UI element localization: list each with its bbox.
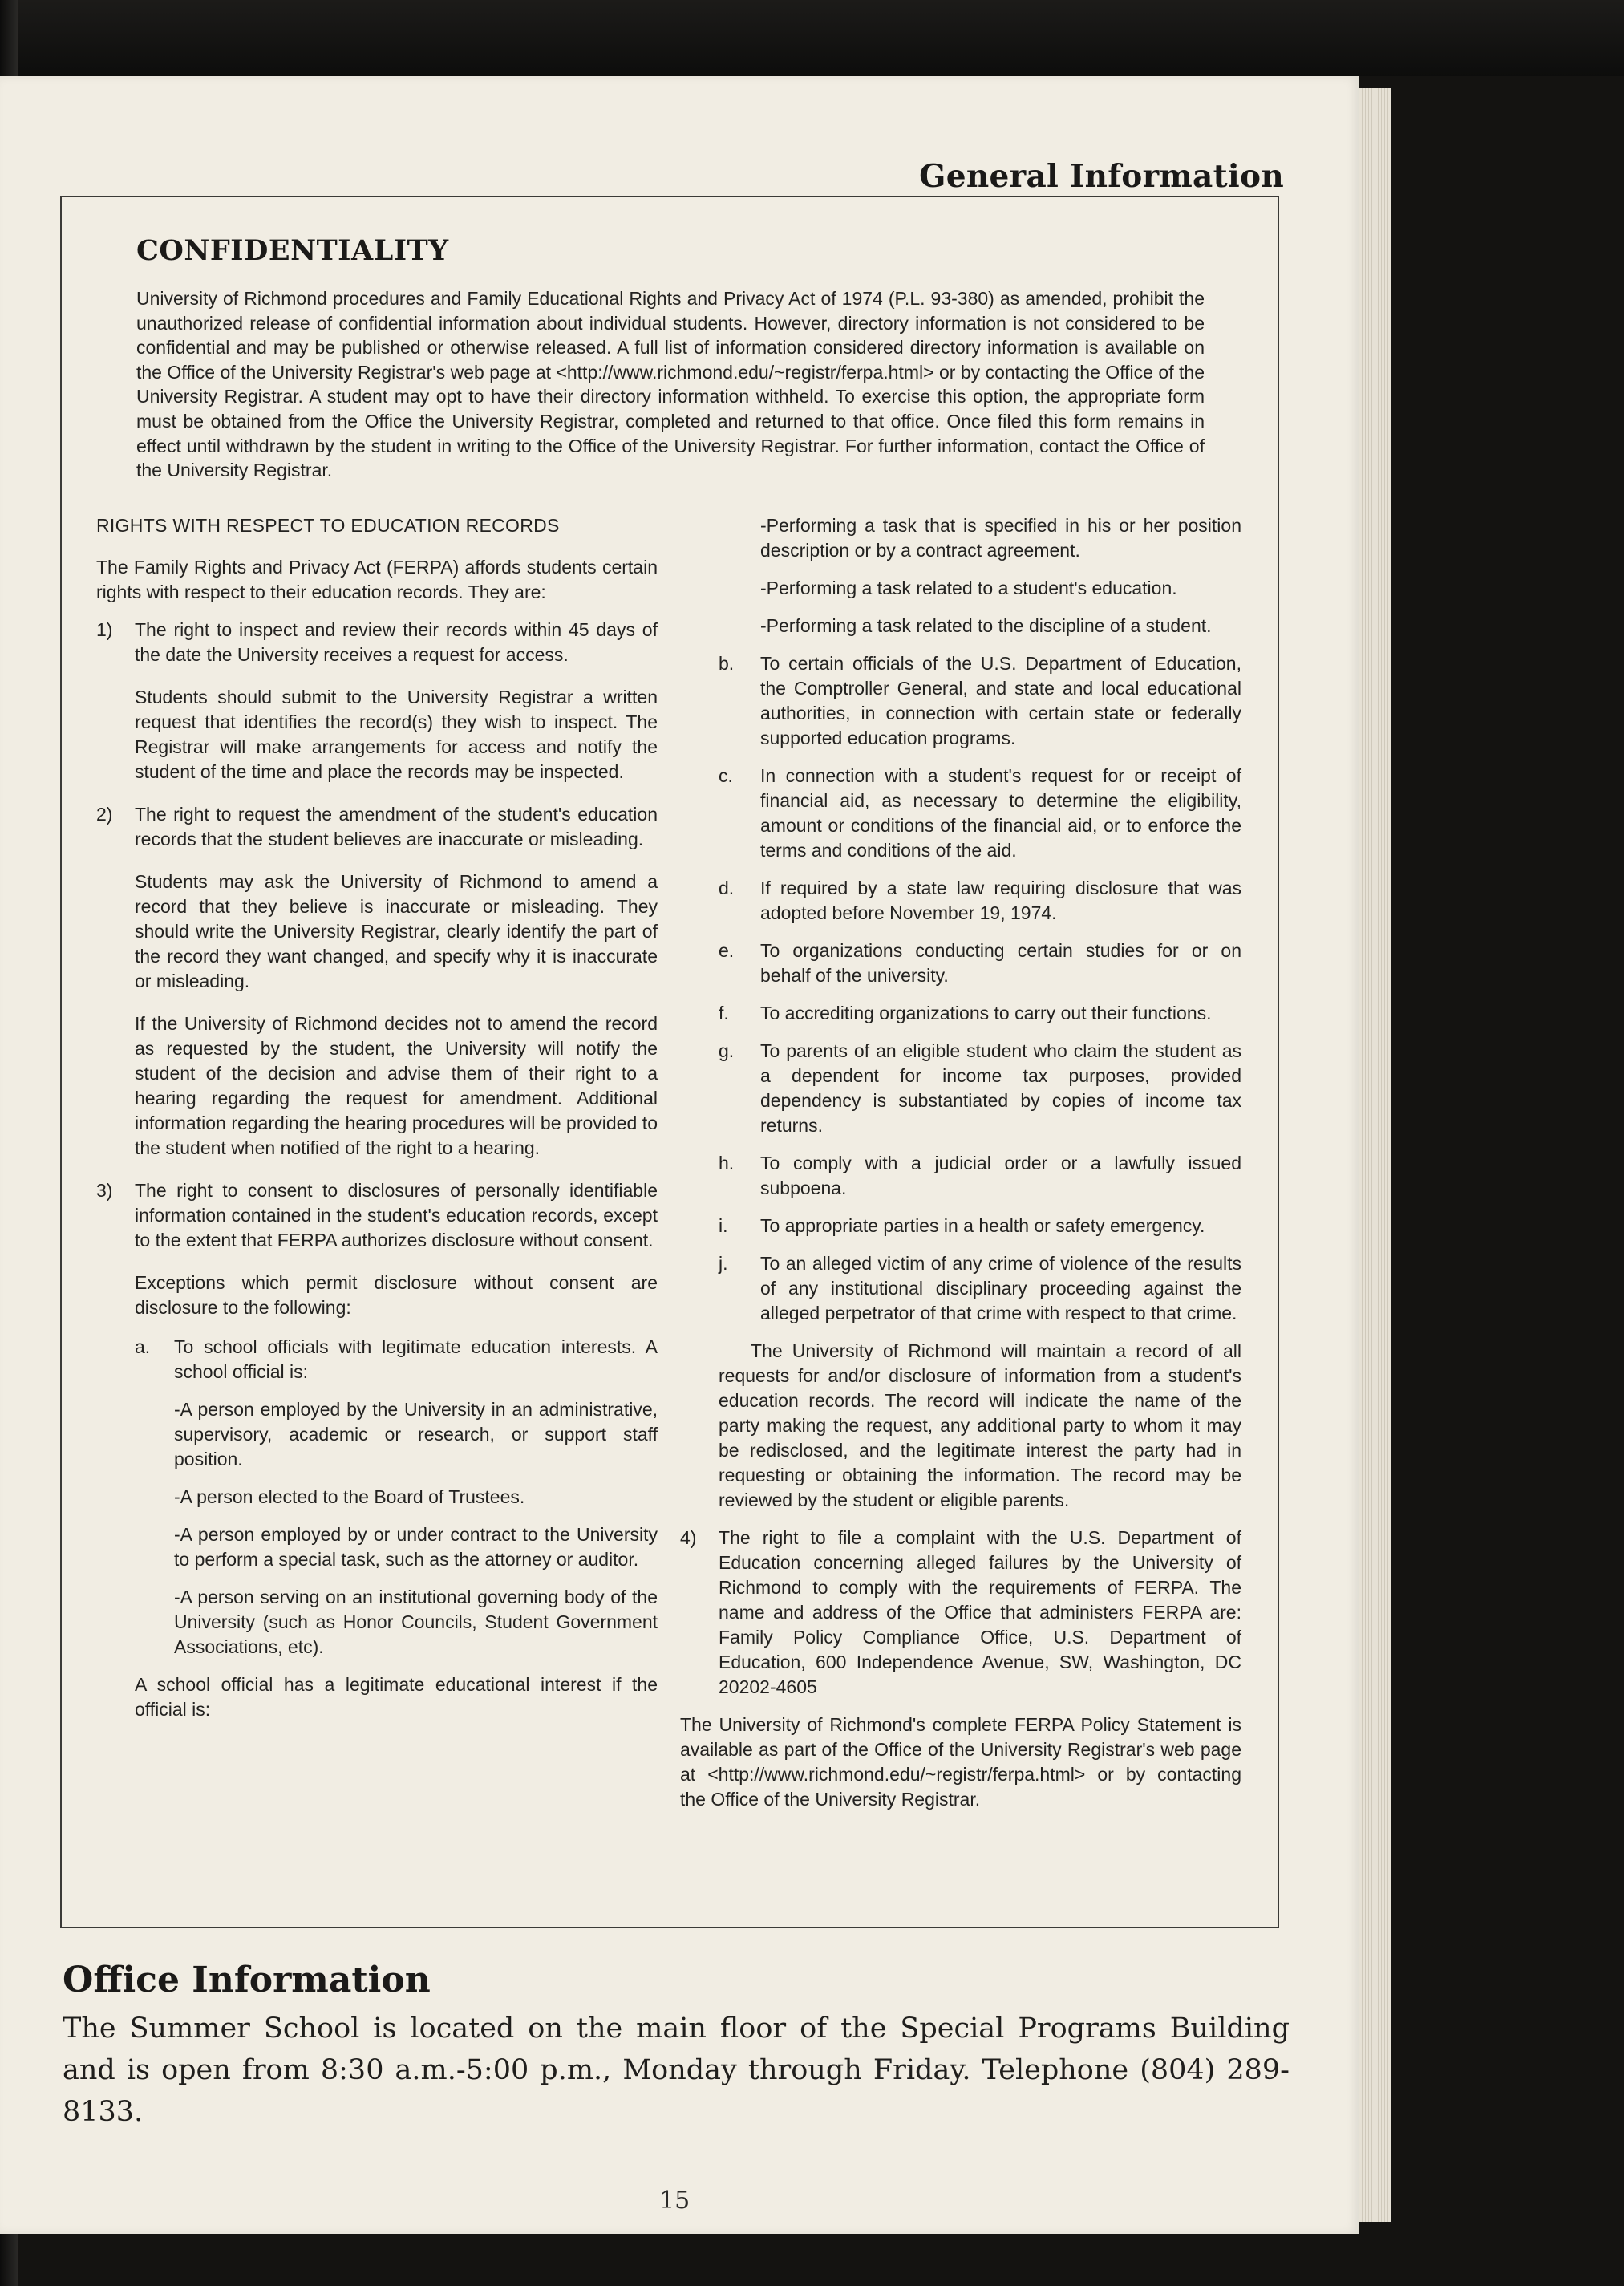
list-marker: 4): [680, 1527, 697, 1548]
right-item-2-detail-2: If the University of Richmond decides not to amend the record as requested by the student, the University will notify the student of the decision and advise them of their right to a hearing regarding the request for amendment. Additional information regarding the hearing procedures will be provided to the student when notified of the right to a hearing.: [135, 1013, 658, 1158]
list-item-text: The right to consent to disclosures of personally identifiable information contained in the student's education records, except to the extent that FERPA authorizes disclosure without consent.: [135, 1180, 658, 1250]
list-marker: 2): [96, 804, 113, 825]
list-marker: h.: [719, 1153, 735, 1173]
list-marker: c.: [719, 765, 733, 786]
page-number: 15: [659, 2187, 691, 2215]
list-marker: j.: [719, 1253, 728, 1274]
exception-a-detail-4: -A person serving on an institutional governing body of the University (such as Honor Councils, Student Government Associations, etc).: [174, 1587, 658, 1657]
exception-a-detail-3: -A person employed by or under contract to the University to perform a special task, such as the attorney or auditor.: [174, 1524, 658, 1570]
list-marker: a.: [135, 1336, 151, 1357]
ferpa-closing: The University of Richmond's complete FERPA Policy Statement is available as part of the Office of the University Registrar's web page at <http://www.richmond.edu/~registr/ferpa.html> or by contacting the Office of the University Registrar.: [680, 1714, 1241, 1810]
right-item-3-detail: Exceptions which permit disclosure without consent are disclosure to the following:: [135, 1272, 658, 1318]
exception-h: [680, 1151, 1241, 1201]
list-item-text: To an alleged victim of any crime of violence of the results of any institutional disciplinary proceeding against the alleged perpetrator of that crime with respect to that crime.: [760, 1253, 1241, 1323]
list-marker: d.: [719, 878, 735, 898]
exception-a-duty-2: -Performing a task related to a student's education.: [760, 578, 1177, 598]
exception-a-duty-3: -Performing a task related to the discipline of a student.: [760, 615, 1212, 636]
list-item-text: The right to request the amendment of the student's education records that the student believes are inaccurate or misleading.: [135, 804, 658, 849]
list-marker: b.: [719, 653, 735, 674]
confidentiality-title: CONFIDENTIALITY: [136, 234, 449, 267]
list-marker: e.: [719, 940, 735, 961]
confidentiality-intro: University of Richmond procedures and Family Educational Rights and Privacy Act of 1974 (P.L. 93-380) as amended, prohibit the unauthorized release of confidential information about individual students. However, directory information is not considered to be confidential and may be published or otherwise released. A full list of information considered directory information is available on the Office of the University Registrar's web page at <http://www.richmond.edu/~registr/ferpa.html> or by contacting the Office of the University Registrar. A student may opt to have their directory information withheld. To exercise this option, the appropriate form must be obtained from the Office the University Registrar, completed and returned to that office. Once filed this form remains in effect until withdrawn by the student in writing to the Office of the University Registrar. For further information, contact the Office of the University Registrar.: [136, 288, 1205, 481]
disclosure-record-paragraph: The University of Richmond will maintain a record of all requests for and/or disclosure of information from a student's education records. The record will indicate the name of the party making the request, any additional party to whom it may be redisclosed, and the legitimate interest the party had in requesting or obtaining the information. The record may be reviewed by the student or eligible parents.: [719, 1340, 1241, 1510]
list-marker: 3): [96, 1180, 113, 1201]
exception-d: [680, 876, 1241, 926]
list-item-text: If required by a state law requiring disclosure that was adopted before November 19, 1974.: [760, 878, 1241, 923]
list-item-text: The right to file a complaint with the U.S. Department of Education concerning alleged failures by the University of Richmond to comply with the requirements of FERPA. The name and address of the Office that administers FERPA are: Family Policy Compliance Office, U.S. Department of Education, 600 Independence Avenue, SW, Washington, DC 20202-4605: [719, 1527, 1241, 1697]
office-info-title: Office Information: [63, 1960, 431, 2000]
list-marker: g.: [719, 1040, 735, 1061]
rights-lead: The Family Rights and Privacy Act (FERPA) affords students certain rights with respect to their education records. They are:: [96, 557, 658, 602]
right-item-1: [96, 618, 658, 667]
left-column: [96, 513, 658, 1740]
right-item-4: [680, 1526, 1241, 1700]
list-marker: 1): [96, 619, 113, 640]
rights-heading: RIGHTS WITH RESPECT TO EDUCATION RECORDS: [96, 515, 560, 536]
list-item-text: To school officials with legitimate education interests. A school official is:: [174, 1336, 658, 1382]
exception-g: [680, 1039, 1241, 1138]
exception-a-detail-2: -A person elected to the Board of Trustees.: [174, 1486, 525, 1507]
list-item-text: To parents of an eligible student who claim the student as a dependent for income tax purposes, provided dependency is substantiated by copies of income tax returns.: [760, 1040, 1241, 1136]
exception-a-detail-1: -A person employed by the University in an administrative, supervisory, academic or research, or support staff position.: [174, 1399, 658, 1469]
right-item-2-detail-1: Students may ask the University of Richmond to amend a record that they believe is inaccurate or misleading. They should write the University Registrar, clearly identify the part of the record they want changed, and specify why it is inaccurate or misleading.: [135, 871, 658, 991]
office-info-text: The Summer School is located on the main floor of the Special Programs Building and is open from 8:30 a.m.-5:00 p.m., Monday through Friday. Telephone (804) 289-8133.: [63, 2012, 1290, 2128]
right-item-1-detail: Students should submit to the University Registrar a written request that identifies the record(s) they wish to inspect. The Registrar will make arrangements for access and notify the student of the time and place the records may be inspected.: [135, 687, 658, 782]
list-marker: i.: [719, 1215, 728, 1236]
exception-b: [680, 651, 1241, 751]
exception-i: [680, 1214, 1241, 1238]
list-item-text: The right to inspect and review their records within 45 days of the date the University receives a request for access.: [135, 619, 658, 665]
binder-top-edge: [0, 0, 1624, 76]
right-column: [680, 513, 1241, 1825]
exception-a-detail-5: A school official has a legitimate educational interest if the official is:: [135, 1674, 658, 1720]
exception-f: [680, 1001, 1241, 1026]
right-item-3: [96, 1178, 658, 1253]
list-item-text: To organizations conducting certain studies for or on behalf of the university.: [760, 940, 1241, 986]
exception-c: [680, 764, 1241, 863]
exception-a: [96, 1335, 658, 1384]
right-item-2: [96, 802, 658, 852]
exception-e: [680, 938, 1241, 988]
list-marker: f.: [719, 1003, 729, 1023]
list-item-text: To accrediting organizations to carry out their functions.: [760, 1003, 1212, 1023]
section-header: General Information: [919, 158, 1284, 195]
list-item-text: To certain officials of the U.S. Department of Education, the Comptroller General, and state and local educational authorities, in connection with certain state or federally supported education programs.: [760, 653, 1241, 748]
exception-a-duty-1: -Performing a task that is specified in his or her position description or by a contract agreement.: [760, 515, 1241, 561]
list-item-text: To comply with a judicial order or a lawfully issued subpoena.: [760, 1153, 1241, 1198]
list-item-text: In connection with a student's request for or receipt of financial aid, as necessary to determine the eligibility, amount or conditions of the financial aid, or to enforce the terms and conditions of the aid.: [760, 765, 1241, 861]
page-stack-edge: [1359, 88, 1391, 2222]
list-item-text: To appropriate parties in a health or safety emergency.: [760, 1215, 1205, 1236]
exception-j: [680, 1251, 1241, 1326]
